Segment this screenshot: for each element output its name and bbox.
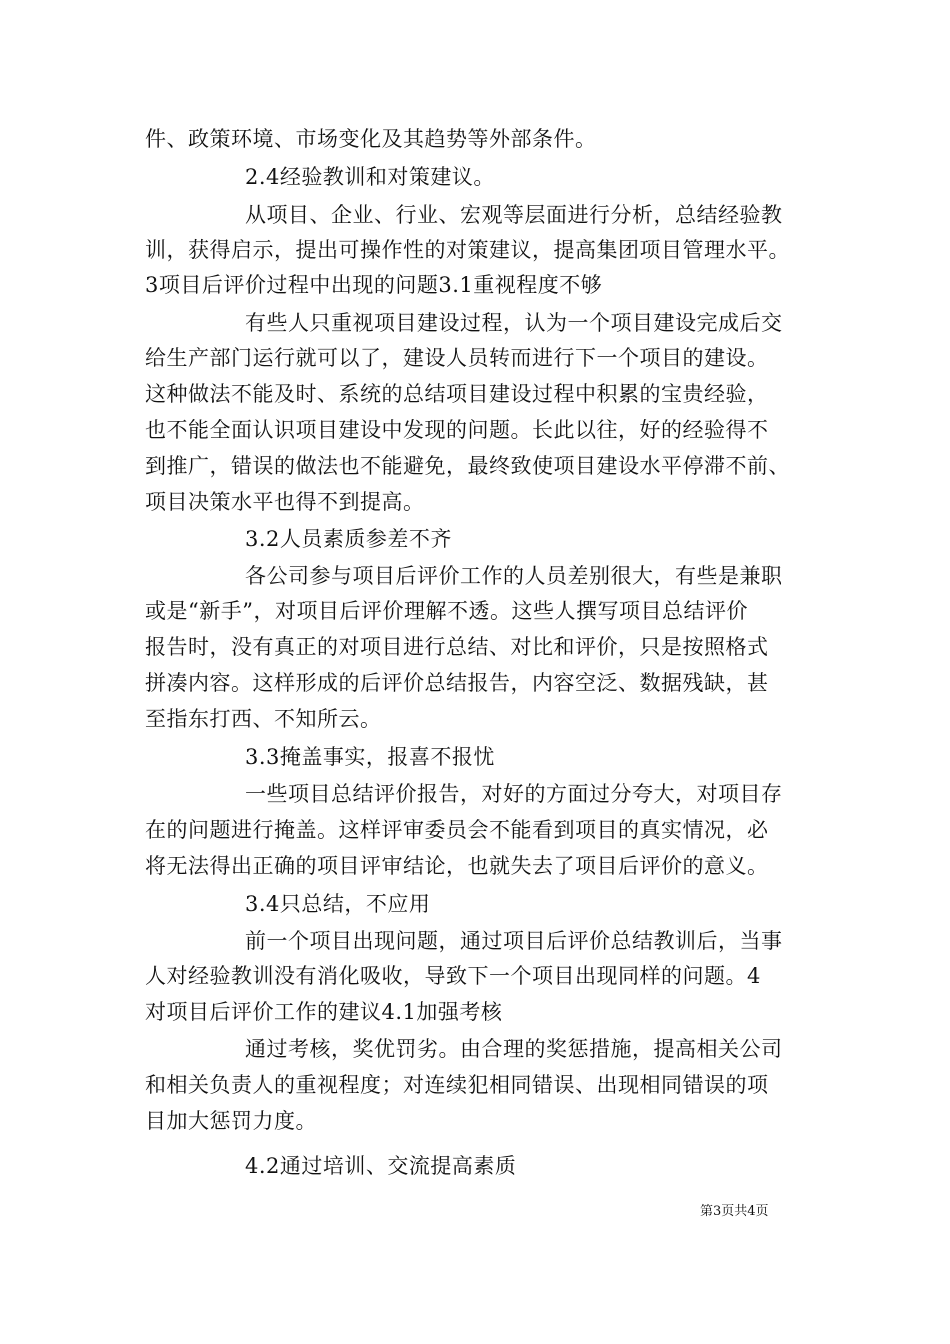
text-line: 也不能全面认识项目建设中发现的问题。长此以往，好的经验得不	[145, 418, 769, 442]
text-line: 给生产部门运行就可以了，建设人员转而进行下一个项目的建设。	[145, 346, 769, 370]
section-heading: 3项目后评价过程中出现的问题3.1重视程度不够	[145, 273, 603, 297]
text-line: 报告时，没有真正的对项目进行总结、对比和评价，只是按照格式	[145, 635, 769, 659]
section-heading: 3.2人员素质参差不齐	[245, 527, 452, 551]
text-line: 项目决策水平也得不到提高。	[145, 490, 425, 514]
section-heading: 3.4只总结，不应用	[245, 892, 431, 916]
text-line: 有些人只重视项目建设过程，认为一个项目建设完成后交	[245, 311, 783, 335]
text-line: 将无法得出正确的项目评审结论，也就失去了项目后评价的意义。	[145, 854, 769, 878]
text-line: 目加大惩罚力度。	[145, 1109, 317, 1133]
text-line: 这种做法不能及时、系统的总结项目建设过程中积累的宝贵经验，	[145, 382, 769, 406]
text-line: 到推广，错误的做法也不能避免，最终致使项目建设水平停滞不前、	[145, 454, 790, 478]
text-line: 件、政策环境、市场变化及其趋势等外部条件。	[145, 127, 597, 151]
text-line: 在的问题进行掩盖。这样评审委员会不能看到项目的真实情况，必	[145, 818, 769, 842]
text-line: 拼凑内容。这样形成的后评价总结报告，内容空泛、数据残缺，甚	[145, 671, 769, 695]
text-line: 前一个项目出现问题，通过项目后评价总结教训后，当事	[245, 929, 783, 953]
text-line: 各公司参与项目后评价工作的人员差别很大，有些是兼职	[245, 564, 783, 588]
text-line: 一些项目总结评价报告，对好的方面过分夸大，对项目存	[245, 782, 783, 806]
text-line: 通过考核，奖优罚劣。由合理的奖惩措施，提高相关公司	[245, 1037, 783, 1061]
text-line: 人对经验教训没有消化吸收，导致下一个项目出现同样的问题。4	[145, 964, 761, 988]
text-line: 或是“新手”，对项目后评价理解不透。这些人撰写项目总结评价	[145, 599, 748, 623]
text-line: 训，获得启示，提出可操作性的对策建议，提高集团项目管理水平。	[145, 238, 790, 262]
text-line: 从项目、企业、行业、宏观等层面进行分析，总结经验教	[245, 203, 783, 227]
section-heading: 3.3掩盖事实，报喜不报忧	[245, 745, 495, 769]
page-number: 第3页共4页	[700, 1204, 769, 1219]
section-heading: 对项目后评价工作的建议4.1加强考核	[145, 1000, 503, 1024]
text-line: 至指东打西、不知所云。	[145, 707, 382, 731]
section-heading: 2.4经验教训和对策建议。	[245, 165, 495, 189]
text-line: 和相关负责人的重视程度；对连续犯相同错误、出现相同错误的项	[145, 1073, 769, 1097]
section-heading: 4.2通过培训、交流提高素质	[245, 1154, 517, 1178]
